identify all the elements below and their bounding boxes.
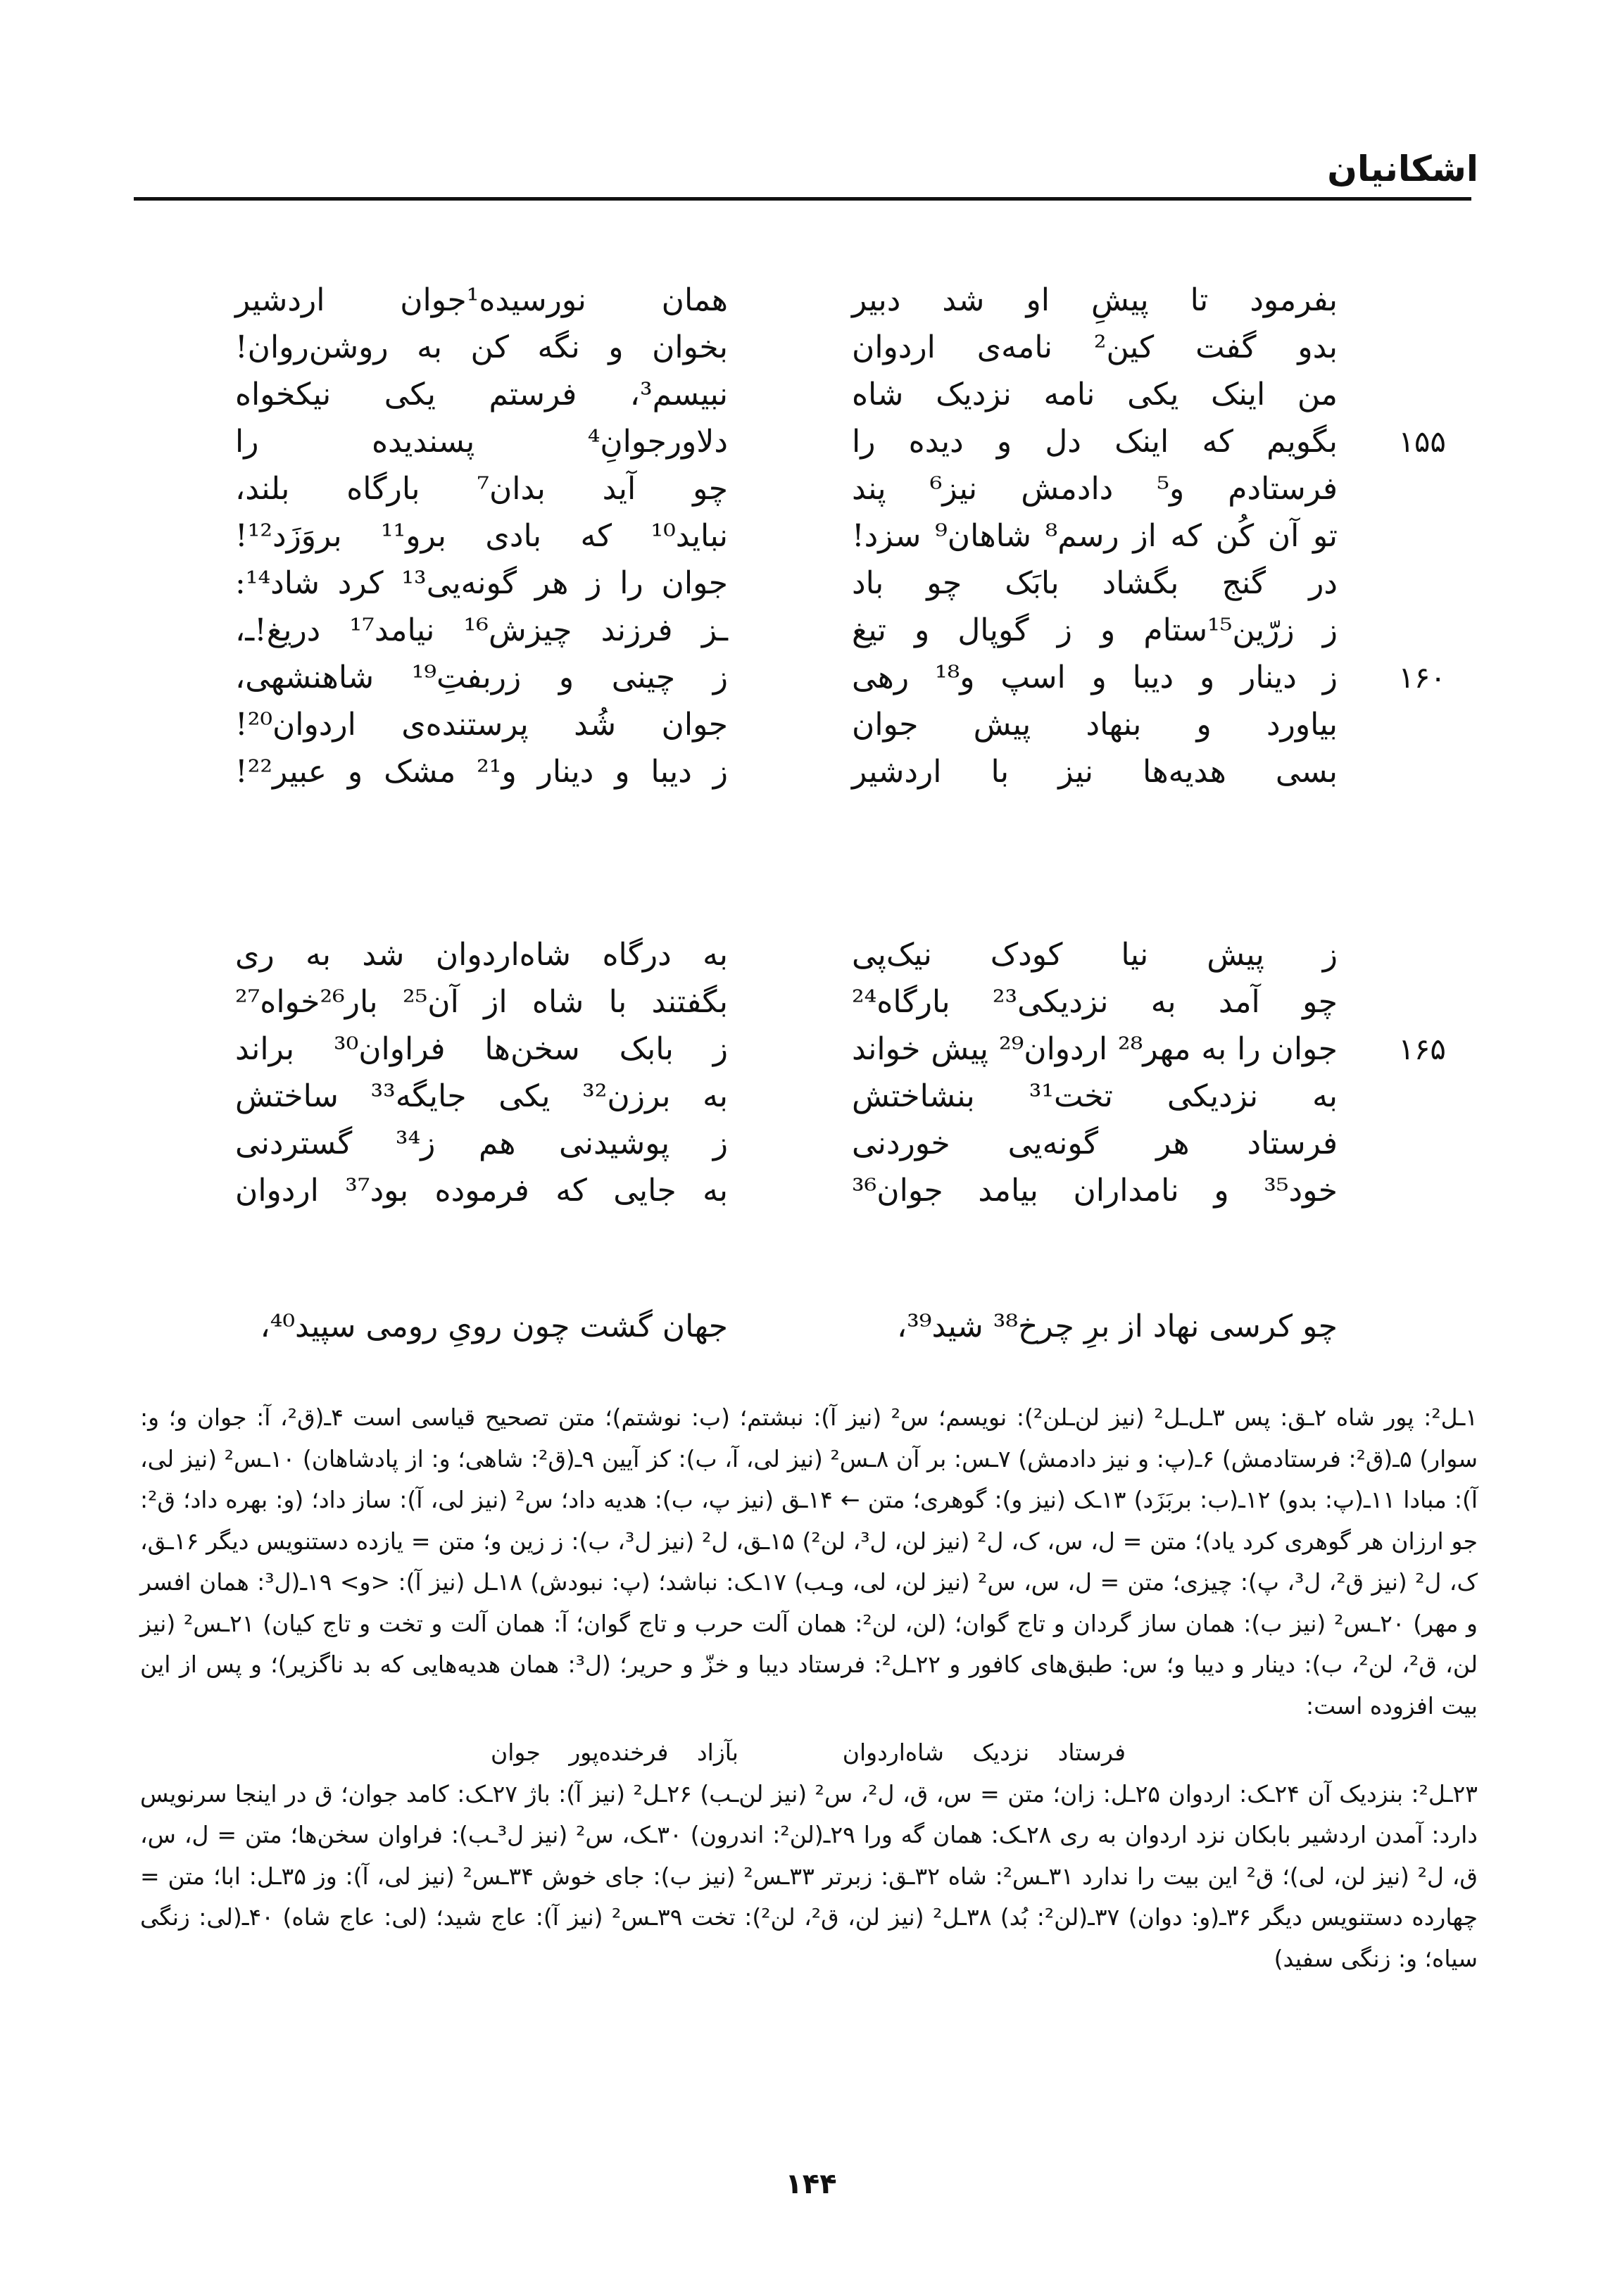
footnote-added-verse xyxy=(140,1732,1478,1774)
hemistich-right: بیاورد و بنهاد پیش جوان xyxy=(852,707,1338,743)
hemistich-left: ز دیبا و دینار و²¹ مشک و عبیر²²! xyxy=(235,754,729,790)
hemistich-right: فرستادم و⁵ دادمش نیز⁶ پند xyxy=(852,471,1338,507)
verse-number: ۱۶۵ xyxy=(1398,1032,1446,1066)
hemistich-right: بدو گفت کین² نامه‌ی اردوان xyxy=(852,329,1338,365)
hemistich-left: جهان گشت چون رویِ رومی سپید⁴⁰، xyxy=(260,1308,728,1344)
hemistich-right: در گنج بگشاد بابَک چو باد xyxy=(852,565,1338,601)
verse-row xyxy=(0,1072,1622,1121)
hemistich-left: به جایی که فرموده بود³⁷ اردوان xyxy=(235,1173,728,1209)
added-verse-left: بآزاد فرخنده‌پور جوان xyxy=(491,1739,738,1766)
hemistich-left: ـز فرزند چیزش¹⁶ نیامد¹⁷ دریغ!ـ، xyxy=(235,612,728,648)
hemistich-right: چو آمد به نزدیکی²³ بارگاه²⁴ xyxy=(852,984,1338,1020)
verse-row xyxy=(0,700,1622,750)
hemistich-left: ز بابک سخن‌ها فراوان³⁰ براند xyxy=(235,1031,729,1067)
verse-row xyxy=(0,1025,1622,1074)
hemistich-left: بخوان و نگه کن به روشن‌روان! xyxy=(235,329,728,365)
hemistich-right: من اینک یکی نامه نزدیک شاه xyxy=(852,377,1338,412)
hemistich-right: جوان را به مهر²⁸ اردوان²⁹ پیش خواند xyxy=(852,1031,1338,1067)
verse-row xyxy=(0,653,1622,702)
hemistich-left: ز پوشیدنی هم ز³⁴ گستردنی xyxy=(235,1125,728,1161)
hemistich-left: به برزن³² یکی جایگه³³ ساختش xyxy=(235,1078,728,1114)
hemistich-right: چو کرسی نهاد از برِ چرخ³⁸ شید³⁹، xyxy=(896,1308,1338,1344)
header-rule xyxy=(134,197,1471,201)
verse-row xyxy=(0,931,1622,980)
verse-row xyxy=(0,370,1622,420)
verse-row xyxy=(0,417,1622,467)
hemistich-right: بفرمود تا پیشِ او شد دبیر xyxy=(852,282,1338,318)
hemistich-left: همان نورسیده¹جوان اردشیر xyxy=(235,282,728,318)
final-couplet xyxy=(0,1302,1622,1351)
hemistich-left: جوان شُد پرستنده‌ی اردوان²⁰! xyxy=(235,707,728,743)
hemistich-left: چو آید بدان⁷ بارگاه بلند، xyxy=(235,471,728,507)
hemistich-left: بگفتند با شاه از آن²⁵ بار²⁶خواه²⁷ xyxy=(235,984,728,1020)
added-verse-right: فرستاد نزدیک شاه‌اردوان xyxy=(842,1739,1126,1766)
verse-row xyxy=(0,276,1622,325)
verse-row xyxy=(0,1119,1622,1168)
hemistich-right: ز پیش نیا کودک نیک‌پی xyxy=(852,937,1338,973)
verse-row xyxy=(0,1166,1622,1216)
verse-number: ۱۶۰ xyxy=(1398,660,1446,695)
verse-row xyxy=(0,559,1622,608)
verse-row xyxy=(0,323,1622,372)
footnote-paragraph: ۲۳ـل²: بنزدیک آن ۲۴ـک: اردوان ۲۵ـل: زان؛ متن = س، ق، ل²، س² (نیز لن‌ـب) ۲۶ـل² (نیز آ): باژ ۲۷ـک: کامد جوان؛ ق در اینجا سرنویس دارد: آمدن اردشیر بابکان نزد اردوان به ری ۲۸ـک: همان گه ورا ۲۹ـ(لن²: اندرون) ۳۰ـک، س² (نیز ل³ـب): فراوان سخن‌ها؛ متن = ل، س، ق، ل² (نیز لن، لی)؛ ق² این بیت را ندارد ۳۱ـس²: شاه ۳۲ـق: زبرتر ۳۳ـس² (نیز ب): جای خوش ۳۴ـس² (نیز لی، آ): وز ۳۵ـل: ابا؛ متن = چهارده دستنویس دیگر ۳۶ـ(و: دوان) ۳۷ـ(لن²: بُد) ۳۸ـل² (نیز لن، ق²، لن²): تخت ۳۹ـس² (نیز آ): عاج شید؛ (لی: عاج شاه) ۴۰ـ(لی: زنگی سیاه؛ و: زنگی سفید) xyxy=(140,1779,1478,1972)
verse-row xyxy=(0,512,1622,561)
running-head-title: اشکانیان xyxy=(1327,149,1478,189)
page-number: ۱۴۴ xyxy=(785,2168,837,2200)
hemistich-left: نبیسم³، فرستم یکی نیکخواه xyxy=(235,377,728,412)
hemistich-left: نباید¹⁰ که بادی برو¹¹ بروَزَد¹²! xyxy=(235,518,728,554)
verse-number: ۱۵۵ xyxy=(1398,424,1446,459)
hemistich-right: ز دینار و دیبا و اسپ و¹⁸ رهی xyxy=(852,660,1338,695)
hemistich-right: ز زرّین¹⁵ستام و ز گوپال و تیغ xyxy=(852,612,1338,648)
hemistich-right: تو آن کُن که از رسم⁸ شاهان⁹ سزد! xyxy=(852,518,1338,554)
hemistich-right: فرستاد هر گونه‌یی خوردنی xyxy=(852,1125,1338,1161)
hemistich-left: دلاورجوانِ⁴ پسندیده را xyxy=(235,424,728,460)
verse-row xyxy=(0,465,1622,514)
footnotes xyxy=(140,1397,1478,1979)
hemistich-right: به نزدیکی تخت³¹ بنشاختش xyxy=(852,1078,1338,1114)
verse-row xyxy=(0,748,1622,797)
verse-row xyxy=(0,978,1622,1027)
hemistich-right: خود³⁵ و نامداران بیامد جوان³⁶ xyxy=(852,1173,1338,1209)
hemistich-left: جوان را ز هر گونه‌یی¹³ کرد شاد¹⁴: xyxy=(235,565,728,601)
hemistich-right: بسی هدیه‌ها نیز با اردشیر xyxy=(852,754,1338,790)
hemistich-right: بگویم که اینک دل و دیده را xyxy=(852,424,1338,460)
footnote-paragraph: ۱ـل²: پور شاه ۲ـق: پس ۳ـل‌ـل² (نیز لن‌ـلن²): نویسم؛ س² (نیز آ): نبشتم؛ (ب: نوشتم)؛ متن تصحیح قیاسی است ۴ـ(ق²، آ: جوان و؛ و: سوار) ۵ـ(ق²: فرستادمش) ۶ـ(پ: و نیز دادمش) ۷ـس: بر آن ۸ـس² (نیز لی، آ، ب): کز آیین ۹ـ(ق²: شاهی؛ و: از پادشاهان) ۱۰ـس² (نیز لی، آ): مبادا ۱۱ـ(پ: بدو) ۱۲ـ(ب: بربَزَد) ۱۳ـک (نیز و): گوهری؛ متن ← ۱۴ـق (نیز پ، ب): هدیه داد؛ س² (نیز لی، آ): ساز داد؛ (و: بهره داد؛ ق²: جو ارزان هر گوهری کرد یاد)؛ متن = ل، س، ک، ل² (نیز لن، ل³، لن²) ۱۵ـق، ل² (نیز ل³، ب): ز زین و؛ متن = یازده دستنویس دیگر ۱۶ـق، ک، ل² (نیز ق²، ل³، پ): چیزی؛ متن = ل، س، س² (نیز لن، لی، وـب) ۱۷ـک: نباشد؛ (پ: نبودش) ۱۸ـل (نیز آ): <و> ۱۹ـ(ل³: همان افسر و مهر) ۲۰ـس² (نیز ب): همان ساز گردان و تاج گوان؛ (لن، لن²: همان آلت حرب و تاج گوان؛ آ: همان آلت و تخت و تاج کیان) ۲۱ـس² (نیز لن، ق²، لن²، ب): دینار و دیبا و؛ س: طبق‌های کافور و ۲۲ـل²: فرستاد دیبا و خزّ و حریر؛ (ل³: همان هدیه‌هایی که بد ناگزیر)؛ و پس از این بیت افزوده است: xyxy=(140,1404,1478,1720)
hemistich-left: ز چینی و زربفتِ¹⁹ شاهنشهی، xyxy=(235,660,728,695)
hemistich-left: به درگاه شاه‌اردوان شد به ری xyxy=(235,937,728,973)
verse-row xyxy=(0,606,1622,655)
